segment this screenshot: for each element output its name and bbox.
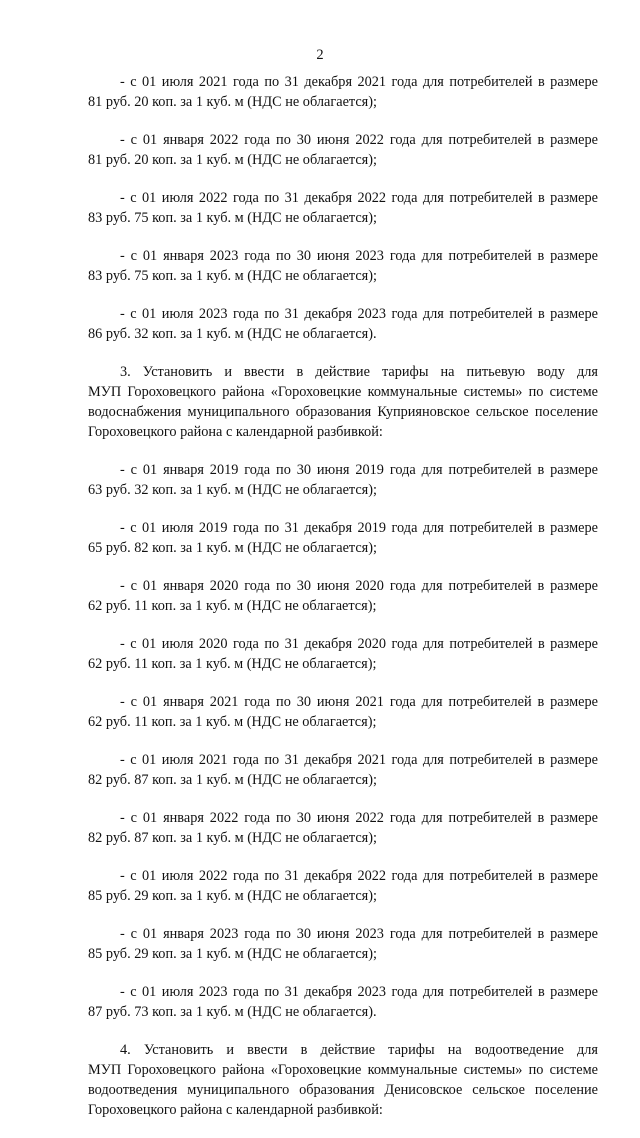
tariff-item xyxy=(88,304,598,344)
tariff-price-line: 65 руб. 82 коп. за 1 куб. м (НДС не облагается); xyxy=(88,540,377,556)
paragraph-4-line-1: 4. Установить и ввести в действие тарифы на водоотведение для xyxy=(120,1042,598,1058)
tariff-item xyxy=(88,460,598,500)
tariff-price-line: 82 руб. 87 коп. за 1 куб. м (НДС не облагается); xyxy=(88,830,377,846)
paragraph-3-line-1: 3. Установить и ввести в действие тарифы на питьевую воду для xyxy=(120,364,598,380)
tariff-item xyxy=(88,692,598,732)
tariff-item xyxy=(88,130,598,170)
tariff-period-line: - с 01 января 2022 года по 30 июня 2022 года для потребителей в размере xyxy=(120,810,598,826)
paragraph-3 xyxy=(88,362,598,442)
tariff-item xyxy=(88,246,598,286)
tariff-period-line: - с 01 июля 2021 года по 31 декабря 2021 года для потребителей в размере xyxy=(120,752,598,768)
tariff-period-line: - с 01 января 2020 года по 30 июня 2020 года для потребителей в размере xyxy=(120,578,598,594)
tariff-period-line: - с 01 июля 2022 года по 31 декабря 2022 года для потребителей в размере xyxy=(120,868,598,884)
paragraph-4-line-2: МУП Гороховецкого района «Гороховецкие коммунальные системы» по системе xyxy=(88,1062,598,1078)
document-body xyxy=(88,72,598,1138)
tariff-price-line: 83 руб. 75 коп. за 1 куб. м (НДС не облагается); xyxy=(88,210,377,226)
tariff-item xyxy=(88,924,598,964)
tariff-period-line: - с 01 января 2023 года по 30 июня 2023 года для потребителей в размере xyxy=(120,926,598,942)
tariff-period-line: - с 01 января 2023 года по 30 июня 2023 года для потребителей в размере xyxy=(120,248,598,264)
tariff-period-line: - с 01 января 2021 года по 30 июня 2021 года для потребителей в размере xyxy=(120,694,598,710)
tariff-period-line: - с 01 января 2022 года по 30 июня 2022 года для потребителей в размере xyxy=(120,132,598,148)
paragraph-3-line-4: Гороховецкого района с календарной разбивкой: xyxy=(88,424,383,440)
paragraph-4 xyxy=(88,1040,598,1120)
tariff-period-line: - с 01 июля 2020 года по 31 декабря 2020 года для потребителей в размере xyxy=(120,636,598,652)
section-3-tariff-list xyxy=(88,460,598,1022)
section-2-tariff-list xyxy=(88,72,598,344)
paragraph-3-line-2: МУП Гороховецкого района «Гороховецкие коммунальные системы» по системе xyxy=(88,384,598,400)
tariff-price-line: 82 руб. 87 коп. за 1 куб. м (НДС не облагается); xyxy=(88,772,377,788)
page-number: 2 xyxy=(316,47,324,63)
paragraph-3-line-3: водоснабжения муниципального образования Куприяновское сельское поселение xyxy=(88,404,598,420)
tariff-item xyxy=(88,188,598,228)
tariff-item xyxy=(88,518,598,558)
tariff-item xyxy=(88,576,598,616)
tariff-period-line: - с 01 июля 2023 года по 31 декабря 2023 года для потребителей в размере xyxy=(120,306,598,322)
tariff-price-line: 87 руб. 73 коп. за 1 куб. м (НДС не облагается). xyxy=(88,1004,377,1020)
tariff-price-line: 86 руб. 32 коп. за 1 куб. м (НДС не облагается). xyxy=(88,326,377,342)
tariff-item xyxy=(88,808,598,848)
tariff-item xyxy=(88,866,598,906)
tariff-period-line: - с 01 июля 2023 года по 31 декабря 2023 года для потребителей в размере xyxy=(120,984,598,1000)
tariff-item xyxy=(88,634,598,674)
tariff-price-line: 85 руб. 29 коп. за 1 куб. м (НДС не облагается); xyxy=(88,888,377,904)
tariff-price-line: 85 руб. 29 коп. за 1 куб. м (НДС не облагается); xyxy=(88,946,377,962)
tariff-item xyxy=(88,72,598,112)
tariff-price-line: 62 руб. 11 коп. за 1 куб. м (НДС не облагается); xyxy=(88,598,377,614)
tariff-price-line: 81 руб. 20 коп. за 1 куб. м (НДС не облагается); xyxy=(88,152,377,168)
tariff-price-line: 63 руб. 32 коп. за 1 куб. м (НДС не облагается); xyxy=(88,482,377,498)
tariff-price-line: 83 руб. 75 коп. за 1 куб. м (НДС не облагается); xyxy=(88,268,377,284)
tariff-period-line: - с 01 января 2019 года по 30 июня 2019 года для потребителей в размере xyxy=(120,462,598,478)
tariff-item xyxy=(88,750,598,790)
tariff-price-line: 62 руб. 11 коп. за 1 куб. м (НДС не облагается); xyxy=(88,656,377,672)
tariff-period-line: - с 01 июля 2022 года по 31 декабря 2022 года для потребителей в размере xyxy=(120,190,598,206)
tariff-price-line: 81 руб. 20 коп. за 1 куб. м (НДС не облагается); xyxy=(88,94,377,110)
tariff-item xyxy=(88,982,598,1022)
paragraph-4-line-4: Гороховецкого района с календарной разбивкой: xyxy=(88,1102,383,1118)
paragraph-4-line-3: водоотведения муниципального образования Денисовское сельское поселение xyxy=(88,1082,598,1098)
tariff-period-line: - с 01 июля 2021 года по 31 декабря 2021 года для потребителей в размере xyxy=(120,74,598,90)
tariff-period-line: - с 01 июля 2019 года по 31 декабря 2019 года для потребителей в размере xyxy=(120,520,598,536)
tariff-price-line: 62 руб. 11 коп. за 1 куб. м (НДС не облагается); xyxy=(88,714,377,730)
